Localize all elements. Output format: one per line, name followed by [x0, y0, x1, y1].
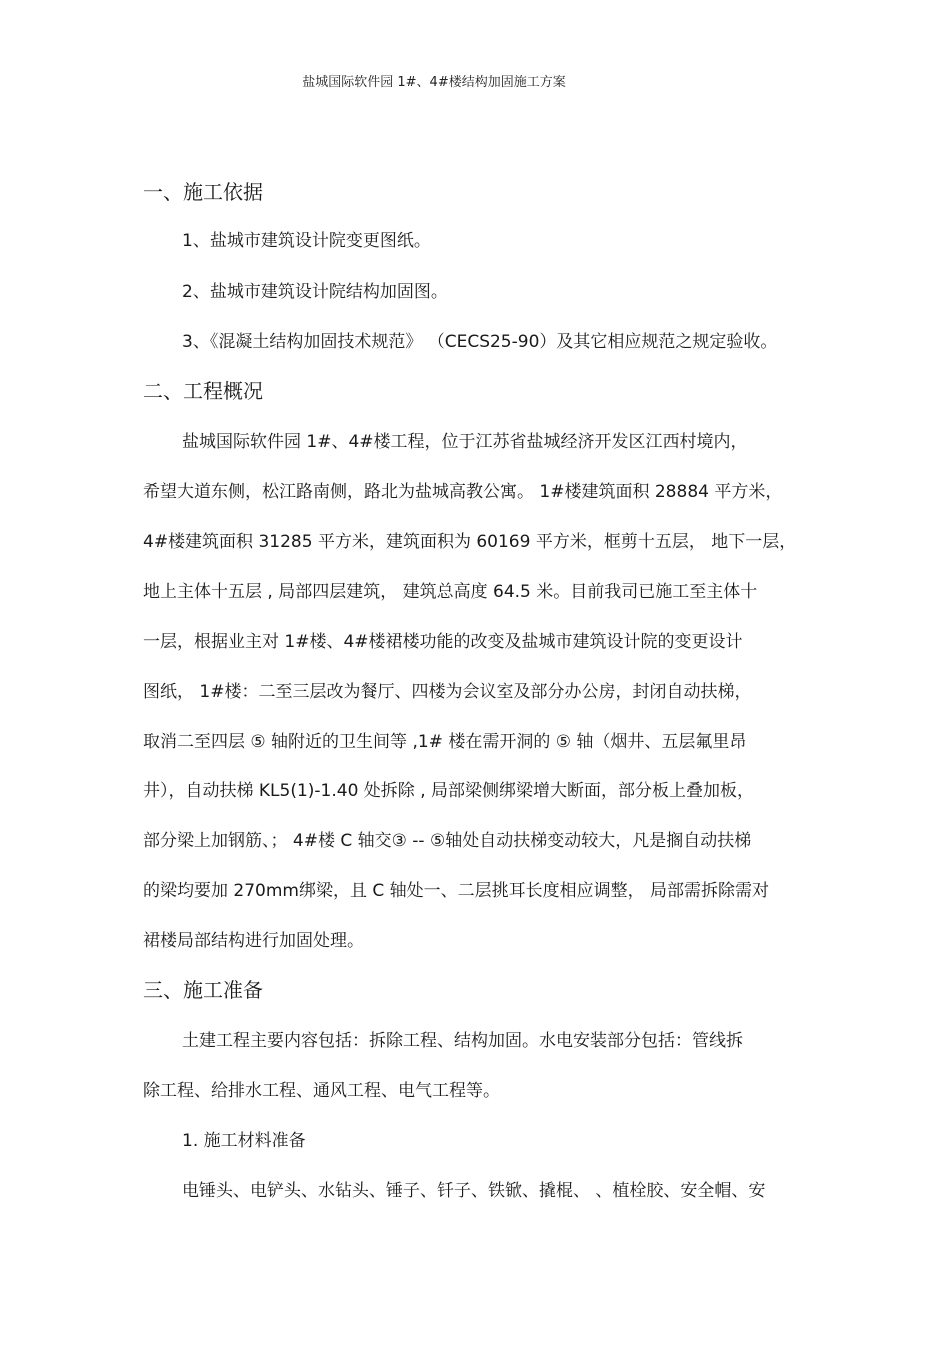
section-2-title: 二、工程概况 — [143, 379, 263, 403]
section-1-title: 一、施工依据 — [143, 180, 263, 204]
basis-item-3: 3、《混凝土结构加固技术规范》 （CECS25-90）及其它相应规范之规定验收。 — [182, 332, 778, 352]
overview-line: 图纸， 1#楼：二至三层改为餐厅、四楼为会议室及部分办公房，封闭自动扶梯， — [143, 682, 752, 702]
overview-line: 部分梁上加钢筋、； 4#楼 C 轴交③ -- ⑤轴处自动扶梯变动较大，凡是搁自动扶梯 — [143, 831, 752, 851]
materials-line: 电锤头、电铲头、水钻头、锤子、钎子、铁锨、撬棍、 、植栓胶、安全帽、安 — [182, 1181, 766, 1201]
subsection-1-title: 1. 施工材料准备 — [182, 1131, 306, 1151]
overview-line: 裙楼局部结构进行加固处理。 — [143, 931, 364, 951]
overview-line: 希望大道东侧，松江路南侧，路北为盐城高教公寓。 1#楼建筑面积 28884 平方米， — [143, 482, 783, 502]
preparation-line: 除工程、给排水工程、通风工程、电气工程等。 — [143, 1081, 500, 1101]
overview-line: 4#楼建筑面积 31285 平方米，建筑面积为 60169 平方米，框剪十五层， 地下一层， — [143, 532, 797, 552]
page-header: 盐城国际软件园 1#、4#楼结构加固施工方案 — [302, 75, 566, 90]
overview-line: 一层，根据业主对 1#楼、4#楼裙楼功能的改变及盐城市建筑设计院的变更设计 — [143, 632, 743, 652]
preparation-line: 土建工程主要内容包括：拆除工程、结构加固。水电安装部分包括：管线拆 — [182, 1031, 743, 1051]
basis-item-2: 2、盐城市建筑设计院结构加固图。 — [182, 282, 448, 302]
overview-line: 盐城国际软件园 1#、4#楼工程，位于江苏省盐城经济开发区江西村境内， — [182, 432, 748, 452]
basis-item-1: 1、盐城市建筑设计院变更图纸。 — [182, 231, 431, 251]
overview-line: 的梁均要加 270mm绑梁，且 C 轴处一、二层挑耳长度相应调整， 局部需拆除需对 — [143, 881, 770, 901]
overview-line: 地上主体十五层 , 局部四层建筑， 建筑总高度 64.5 米。目前我司已施工至主体十 — [143, 582, 758, 602]
overview-line: 取消二至四层 ⑤ 轴附近的卫生间等 ,1# 楼在需开洞的 ⑤ 轴（烟井、五层氟里昂 — [143, 732, 747, 752]
section-3-title: 三、施工准备 — [143, 978, 263, 1002]
overview-line: 井），自动扶梯 KL5(1)-1.40 处拆除 , 局部梁侧绑梁增大断面，部分板上叠加板， — [143, 781, 755, 801]
